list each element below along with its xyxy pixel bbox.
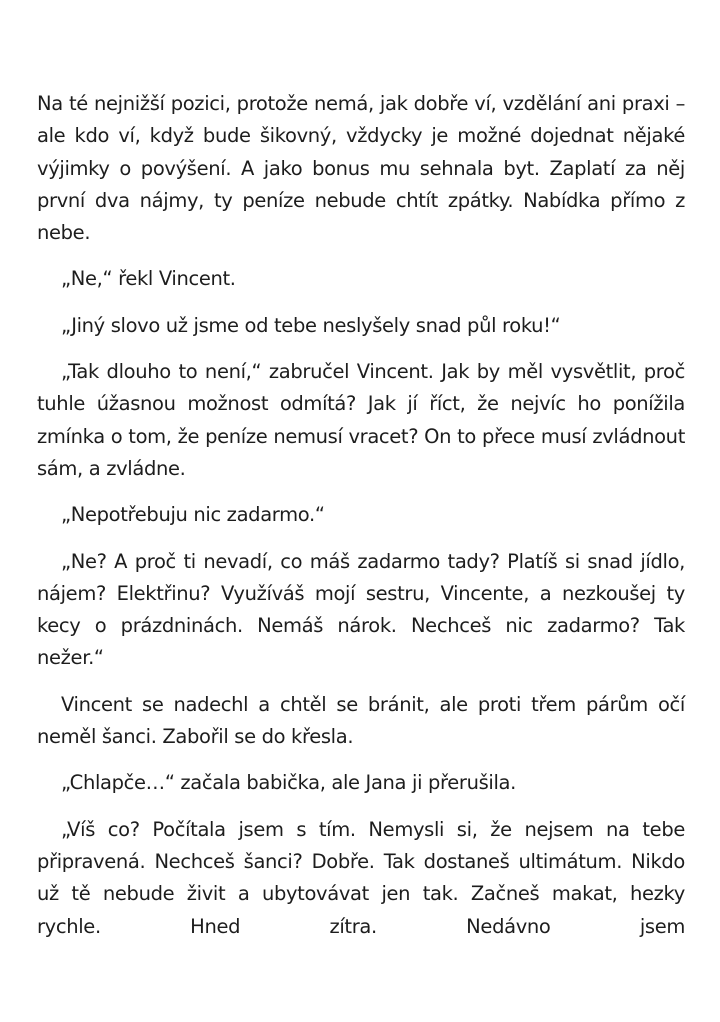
paragraph-2: „Ne,“ řekl Vincent. — [61, 267, 236, 291]
paragraph-5: „Nepotřebuju nic zadarmo.“ — [61, 503, 325, 527]
paragraph-3: „Jiný slovo už jsme od tebe neslyšely snad půl roku!“ — [61, 313, 561, 337]
paragraph-4: „Tak dlouho to není,“ zabručel Vincent. Jak by měl vysvětlit, proč tuhle úžasnou možnost odmítá? Jak jí říct, že nejvíc ho ponížila zmínka o tom, že peníze nemusí vracet? On to přece musí zvládnout sám, a zvládne. — [37, 360, 685, 480]
paragraph-7: Vincent se nadechl a chtěl se bránit, ale proti třem párům očí neměl šanci. Zabořil se do křesla. — [37, 692, 685, 749]
paragraph-6: „Ne? A proč ti nevadí, co máš zadarmo tady? Platíš si snad jídlo, nájem? Elektřinu? Využíváš mojí sestru, Vincente, a nezkoušej ty kecy o prázdninách. Nemáš nárok. Nechceš nic zadarmo? Tak nežer.“ — [37, 549, 685, 670]
paragraph-1: Na té nejnižší pozici, protože nemá, jak dobře ví, vzdělání ani praxi – ale kdo ví, když bude šikovný, vždycky je možné dojednat nějaké výjimky o povýšení. A jako bonus mu sehnala byt. Zaplatí za něj první dva nájmy, ty peníze nebude chtít zpátky. Nabídka přímo z nebe. — [37, 92, 685, 245]
paragraph-9: „Víš co? Počítala jsem s tím. Nemysli si, že nejsem na tebe připravená. Nechceš šanci? Dobře. Tak dostaneš ultimátum. Nikdo už tě nebude živit a ubytovávat jen tak. Začneš makat, hezky rychle. Hned zítra. Nedávno jsem — [37, 817, 685, 938]
paragraph-8: „Chlapče…“ začala babička, ale Jana ji přerušila. — [61, 771, 516, 795]
book-page — [37, 88, 685, 957]
